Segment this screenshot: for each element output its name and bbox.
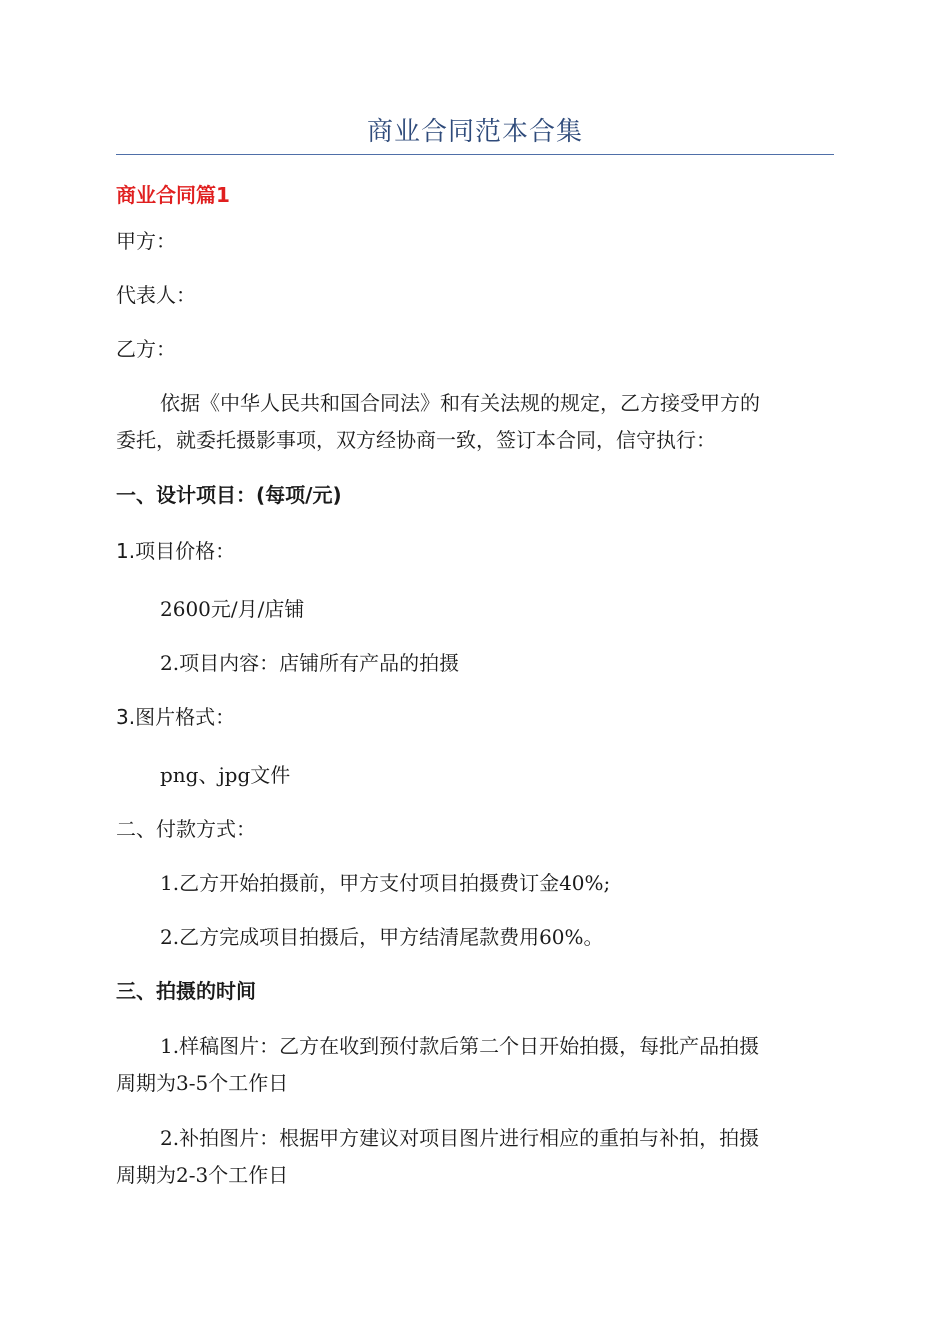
time-item-2-line2: 周期为2-3个工作日 xyxy=(116,1163,289,1187)
payment-item-1: 1.乙方开始拍摄前，甲方支付项目拍摄费订金40%; xyxy=(160,871,611,895)
format-value: png、jpg文件 xyxy=(160,763,291,787)
item-format-label xyxy=(116,702,235,732)
time-item-1-line2: 周期为3-5个工作日 xyxy=(116,1071,289,1095)
item-price-number: 1. xyxy=(116,539,136,563)
item-content: 2.项目内容：店铺所有产品的拍摄 xyxy=(160,651,460,675)
time-item-2-line1: 2.补拍图片：根据甲方建议对项目图片进行相应的重拍与补拍，拍摄 xyxy=(160,1126,760,1150)
heading-shooting-time: 三、拍摄的时间 xyxy=(116,979,256,1003)
document-title: 商业合同范本合集 xyxy=(366,117,583,147)
item-price-text: 项目价格： xyxy=(135,539,236,563)
price-value: 2600元/月/店铺 xyxy=(160,597,305,621)
intro-paragraph-line2: 委托，就委托摄影事项，双方经协商一致，签订本合同，信守执行： xyxy=(116,428,716,452)
heading-design-items: 一、设计项目：(每项/元) xyxy=(116,483,342,507)
item-price-label xyxy=(116,536,235,566)
title-underline xyxy=(116,154,834,155)
item-format-text: 图片格式： xyxy=(135,705,236,729)
party-a-label: 甲方： xyxy=(116,229,176,253)
payment-item-2: 2.乙方完成项目拍摄后，甲方结清尾款费用60%。 xyxy=(160,925,604,949)
time-item-1-line1: 1.样稿图片：乙方在收到预付款后第二个日开始拍摄，每批产品拍摄 xyxy=(160,1034,760,1058)
representative-label: 代表人： xyxy=(116,283,196,307)
intro-paragraph-line1: 依据《中华人民共和国合同法》和有关法规的规定，乙方接受甲方的 xyxy=(160,391,760,415)
section-heading: 商业合同篇1 xyxy=(116,183,230,207)
party-b-label: 乙方： xyxy=(116,337,176,361)
heading-payment: 二、付款方式： xyxy=(116,817,256,841)
item-format-number: 3. xyxy=(116,705,136,729)
